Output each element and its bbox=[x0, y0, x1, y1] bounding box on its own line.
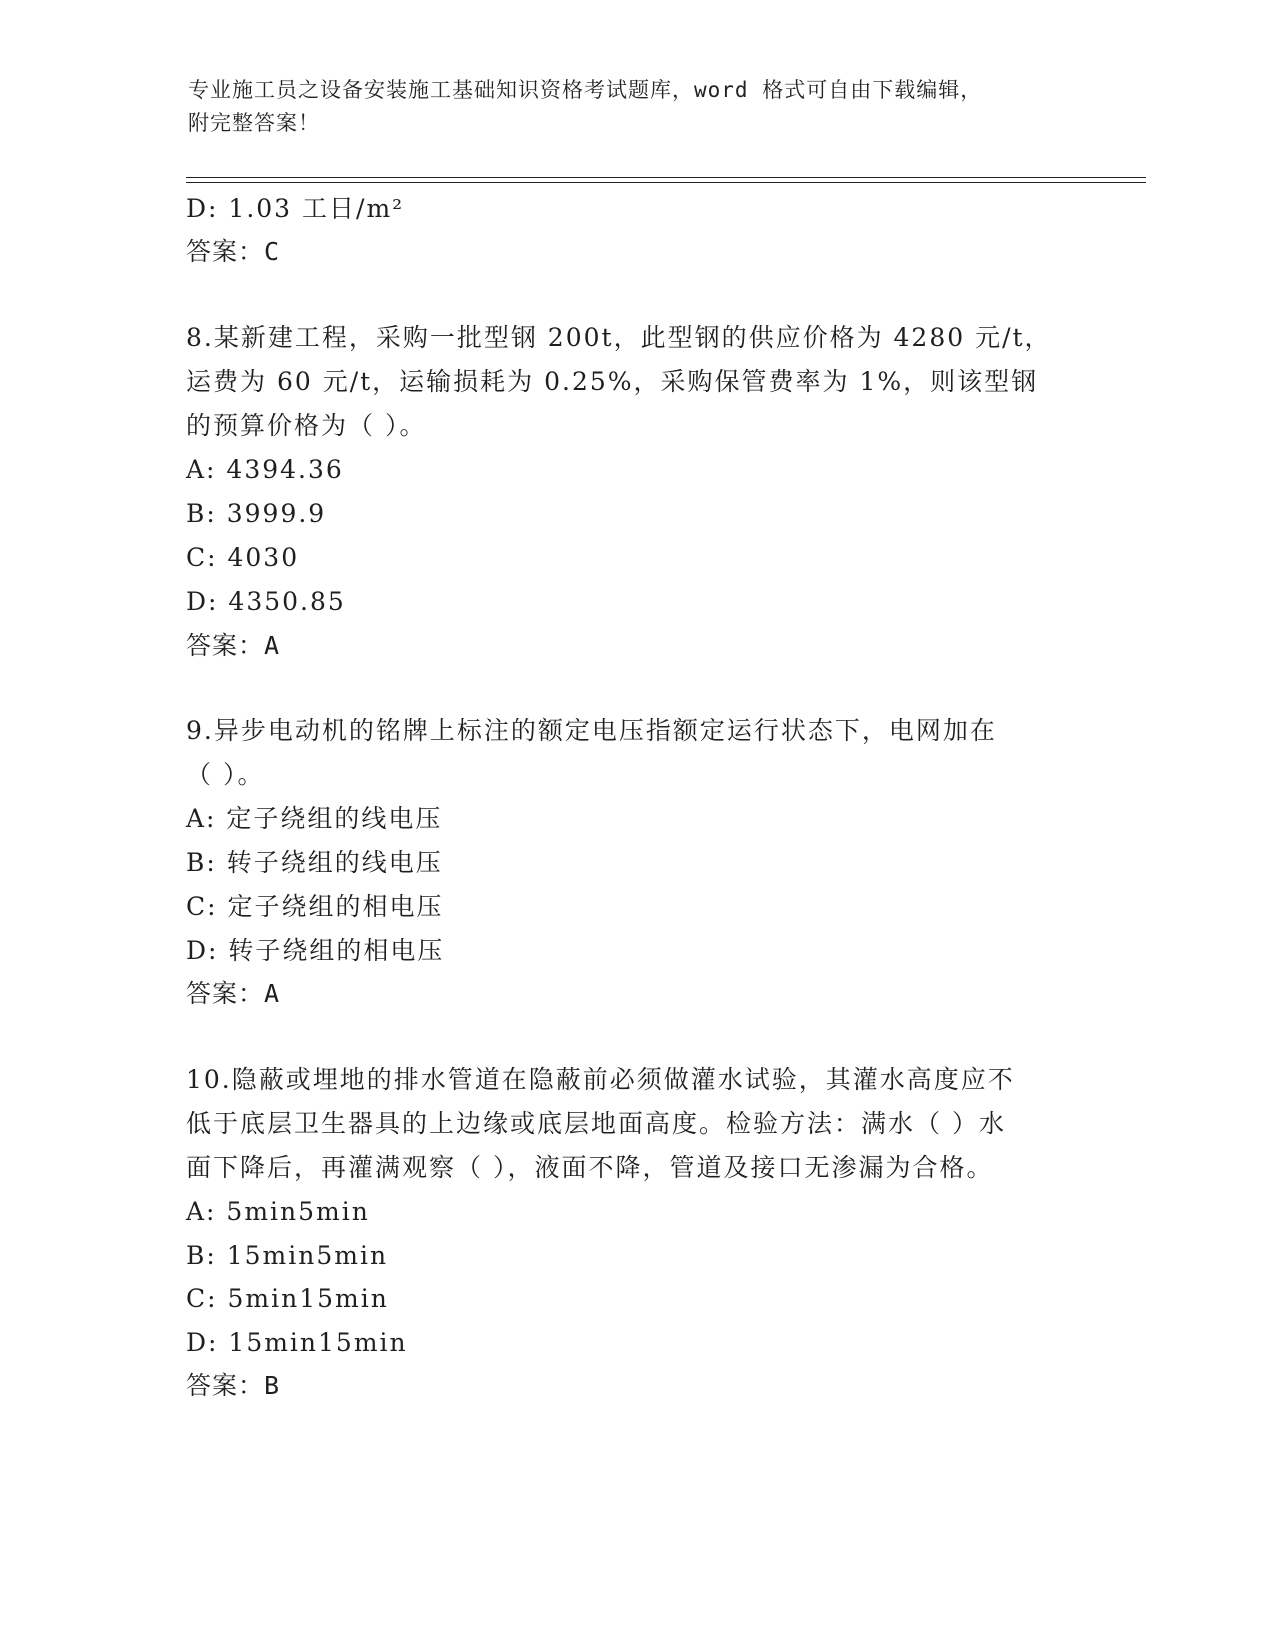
q10-stem-line2: 低于底层卫生器具的上边缘或底层地面高度。检验方法：满水（ ）水 bbox=[186, 1109, 1006, 1138]
q10-answer: 答案：B bbox=[186, 1371, 281, 1400]
q8-option-d: D: 4350.85 bbox=[186, 587, 346, 616]
q10-option-d: D: 15min15min bbox=[186, 1328, 408, 1357]
prev-answer: 答案：C bbox=[186, 237, 281, 266]
header-title-line1: 专业施工员之设备安装施工基础知识资格考试题库，word 格式可自由下载编辑， bbox=[188, 78, 983, 102]
q8-stem-line3: 的预算价格为（ ）。 bbox=[186, 411, 427, 440]
header-title-line2: 附完整答案！ bbox=[188, 111, 320, 135]
q10-option-b: B: 15min5min bbox=[186, 1241, 389, 1270]
q9-stem-line2: （ ）。 bbox=[186, 760, 265, 789]
q8-option-a: A: 4394.36 bbox=[186, 455, 344, 484]
q8-stem-line1: 8.某新建工程，采购一批型钢 200t，此型钢的供应价格为 4280 元/t， bbox=[186, 323, 1052, 352]
q10-stem-line3: 面下降后，再灌满观察（ ），液面不降，管道及接口无渗漏为合格。 bbox=[186, 1153, 994, 1182]
q9-answer: 答案：A bbox=[186, 979, 281, 1008]
q8-option-c: C: 4030 bbox=[186, 543, 300, 572]
prev-option-d: D: 1.03 工日/m² bbox=[186, 194, 405, 223]
page-header bbox=[188, 74, 1068, 140]
q9-option-d: D: 转子绕组的相电压 bbox=[186, 936, 445, 965]
q9-option-a: A: 定子绕组的线电压 bbox=[186, 804, 443, 833]
q10-option-a: A: 5min5min bbox=[186, 1197, 370, 1226]
q8-answer: 答案：A bbox=[186, 631, 281, 660]
q9-option-c: C: 定子绕组的相电压 bbox=[186, 892, 444, 921]
q8-option-b: B: 3999.9 bbox=[186, 499, 327, 528]
q10-stem-line1: 10.隐蔽或埋地的排水管道在隐蔽前必须做灌水试验，其灌水高度应不 bbox=[186, 1065, 1015, 1094]
q9-stem-line1: 9.异步电动机的铭牌上标注的额定电压指额定运行状态下，电网加在 bbox=[186, 716, 997, 745]
q8-stem-line2: 运费为 60 元/t，运输损耗为 0.25%，采购保管费率为 1%，则该型钢 bbox=[186, 367, 1039, 396]
q10-option-c: C: 5min15min bbox=[186, 1284, 389, 1313]
header-divider bbox=[186, 177, 1146, 183]
q9-option-b: B: 转子绕组的线电压 bbox=[186, 848, 443, 877]
